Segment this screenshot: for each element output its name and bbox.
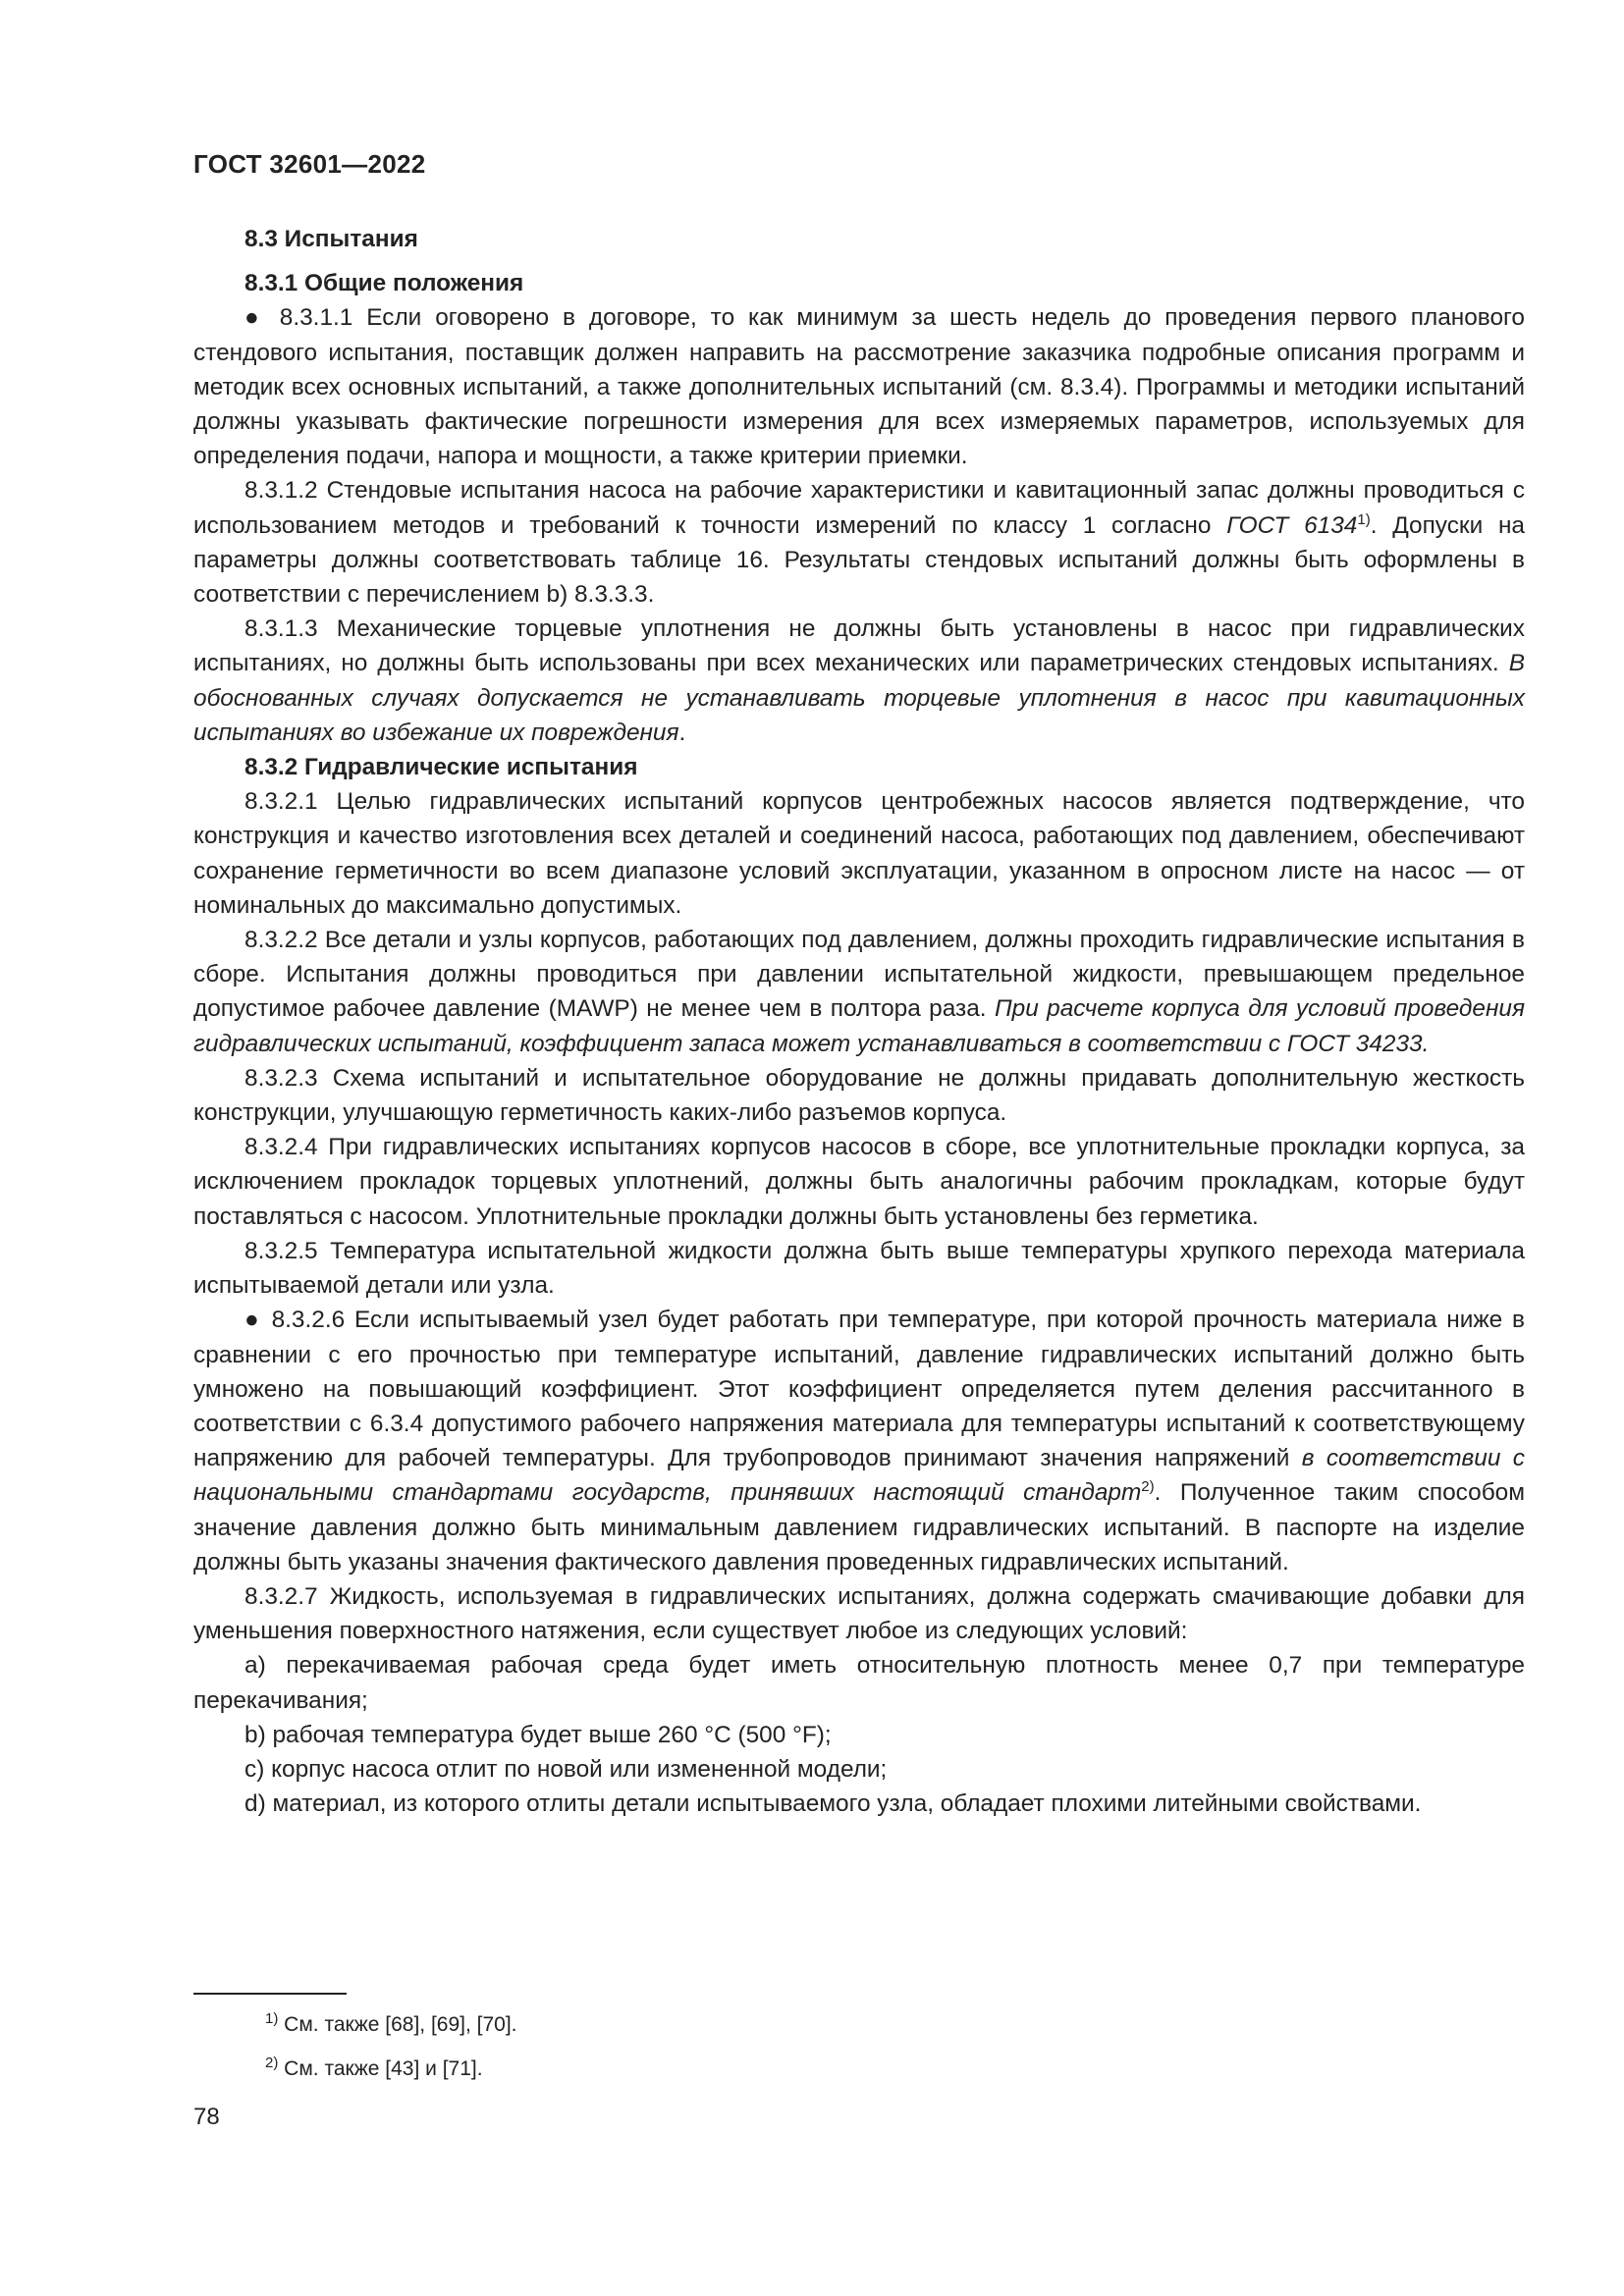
paragraph-8-3-1-3	[193, 612, 1525, 750]
page-number: 78	[193, 2104, 220, 2130]
footnote-text-1: См. также [68], [69], [70].	[278, 2013, 517, 2036]
paragraph-italic-text: в соответствии с национальными стандартами государств, принявших настоящий стандарт	[193, 1445, 1525, 1507]
reference-gost-6134: ГОСТ 6134	[1226, 511, 1358, 539]
paragraph-text: . Допуски на параметры должны соответствовать таблице 16. Результаты стендовых испытаний должны быть оформлены в соответствии с перечислением b) 8.3.3.3.	[193, 511, 1525, 609]
paragraph-text: ● 8.3.2.6 Если испытываемый узел будет работать при температуре, при которой прочность материала ниже в сравнении с его прочностью при температуре испытаний, давление гидравлических испытаний должно быть умножено на повышающий коэффициент. Этот коэффициент определяется путем деления рассчитанного в соответствии с 6.3.4 допустимого рабочего напряжения материала для температуры испытаний к соответствующему напряжению для рабочей температуры. Для трубопроводов принимают значения напряжений	[193, 1307, 1525, 1472]
footnote-1	[265, 2010, 517, 2040]
paragraph-8-3-2-4: 8.3.2.4 При гидравлических испытаниях корпусов насосов в сборе, все уплотнительные прокладки корпуса, за исключением прокладок торцевых уплотнений, должны быть аналогичны рабочим прокладкам, которые будут поставляться с насосом. Уплотнительные прокладки должны быть установлены без герметика.	[193, 1134, 1525, 1230]
paragraph-8-3-2-1: 8.3.2.1 Целью гидравлических испытаний корпусов центробежных насосов является подтверждение, что конструкция и качество изготовления всех деталей и соединений насоса, работающих под давлением, обеспечивают сохранение герметичности во всем диапазоне условий эксплуатации, указанном в опросном листе на насос — от номинальных до максимально допустимых.	[193, 788, 1525, 919]
footnote-ref-1: 1)	[1357, 510, 1371, 528]
paragraph-text: . Полученное таким способом значение давления должно быть минимальным давлением гидравлических испытаний. В паспорте на изделие должны быть указаны значения фактического давления проведенных гидравлических испытаний.	[193, 1479, 1525, 1575]
paragraph-italic-text: При расчете корпуса для условий проведения гидравлических испытаний, коэффициент запаса может устанавливаться в соответствии с ГОСТ 34233.	[193, 995, 1525, 1057]
list-item-c: с) корпус насоса отлит по новой или измененной модели;	[244, 1755, 888, 1783]
paragraph-text: 8.3.1.2 Стендовые испытания насоса на рабочие характеристики и кавитационный запас должны проводиться с использованием методов и требований к точности измерений по классу 1 согласно	[193, 477, 1525, 539]
paragraph-8-3-2-2	[193, 923, 1525, 1061]
page-body	[193, 222, 1525, 1821]
paragraph-8-3-2-7: 8.3.2.7 Жидкость, используемая в гидравлических испытаниях, должна содержать смачивающие добавки для уменьшения поверхностного натяжения, если существует любое из следующих условий:	[193, 1582, 1525, 1645]
paragraph-text: 8.3.2.2 Все детали и узлы корпусов, работающих под давлением, должны проходить гидравлические испытания в сборе. Испытания должны проводиться при давлении испытательной жидкости, превышающем предельное допустимое рабочее давление (MAWP) не менее чем в полтора раза.	[193, 927, 1525, 1023]
paragraph-8-3-1-2	[193, 473, 1525, 612]
footnote-text-2: См. также [43] и [71].	[278, 2057, 483, 2080]
paragraph-text: 8.3.1.3 Механические торцевые уплотнения не должны быть установлены в насос при гидравлических испытаниях, но должны быть использованы при всех механических или параметрических стендовых испытаниях.	[193, 615, 1525, 677]
paragraph-8-3-1-1: ● 8.3.1.1 Если оговорено в договоре, то как минимум за шесть недель до проведения первого планового стендового испытания, поставщик должен направить на рассмотрение заказчика подробные описания программ и методик всех основных испытаний, а также дополнительных испытаний (см. 8.3.4). Программы и методики испытаний должны указывать фактические погрешности измерения для всех измеряемых параметров, используемых для определения подачи, напора и мощности, а также критерии приемки.	[193, 304, 1525, 470]
section-heading-8-3: 8.3 Испытания	[244, 226, 418, 252]
footnote-separator	[193, 1993, 347, 1995]
footnote-mark-1: 1)	[265, 2010, 279, 2027]
list-item-b: b) рабочая температура будет выше 260 °С (500 °F);	[244, 1721, 832, 1748]
paragraph-8-3-2-5: 8.3.2.5 Температура испытательной жидкости должна быть выше температуры хрупкого перехода материала испытываемой детали или узла.	[193, 1237, 1525, 1300]
footnote-ref-2: 2)	[1141, 1478, 1155, 1496]
footnote-2	[265, 2055, 483, 2084]
paragraph-8-3-2-6	[193, 1303, 1525, 1579]
paragraph-text: .	[678, 719, 686, 746]
list-item-d: d) материал, из которого отлиты детали испытываемого узла, обладает плохими литейными свойствами.	[244, 1790, 1422, 1818]
list-item-a: а) перекачиваемая рабочая среда будет иметь относительную плотность менее 0,7 при температуре перекачивания;	[193, 1652, 1525, 1714]
footnote-mark-2: 2)	[265, 2055, 279, 2071]
section-heading-8-3-2: 8.3.2 Гидравлические испытания	[244, 754, 638, 781]
paragraph-8-3-2-3: 8.3.2.3 Схема испытаний и испытательное оборудование не должны придавать дополнительную жесткость конструкции, улучшающую герметичность каких-либо разъемов корпуса.	[193, 1064, 1525, 1127]
section-heading-8-3-1: 8.3.1 Общие положения	[244, 270, 524, 297]
page-header: ГОСТ 32601—2022	[193, 149, 426, 179]
paragraph-italic-text: В обоснованных случаях допускается не устанавливать торцевые уплотнения в насос при кавитационных испытаниях во избежание их повреждения	[193, 650, 1525, 746]
